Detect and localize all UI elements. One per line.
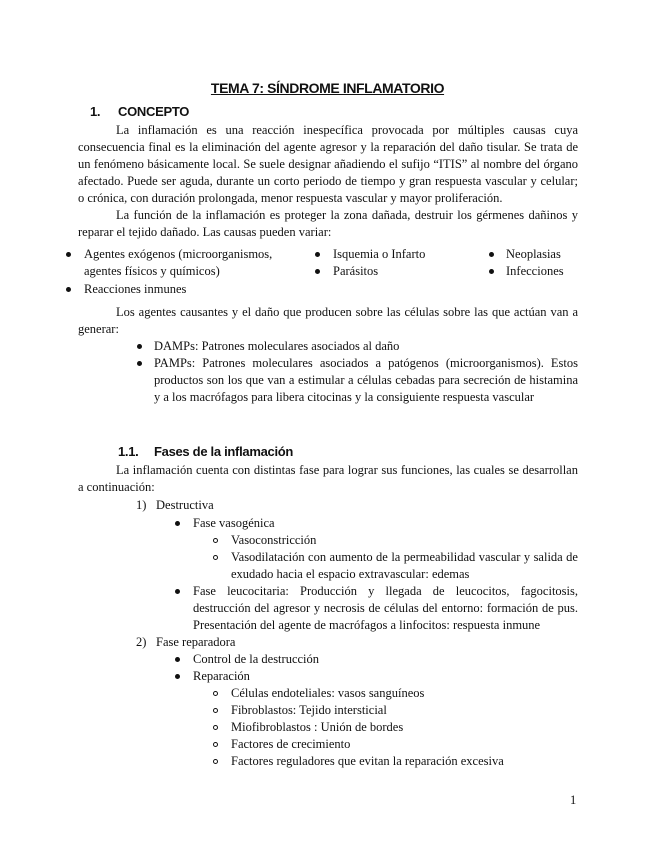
subsection-number: 1.1. [118,444,139,459]
circle-bullet-icon [213,555,218,560]
damps-item: DAMPs: Patrones moleculares asociados al daño [154,339,400,353]
circle-bullet-icon [213,538,218,543]
paragraph-function: La función de la inflamación es proteger la zona dañada, destruir los gérmenes dañinos y reparar el tejido dañado. Las causas pueden variar: [78,208,578,239]
paragraph-definition: La inflamación es una reacción inespecífica provocada por múltiples causas cuya consecuencia final es la eliminación del agente agresor y la reparación del daño tisular. Se trata de un fenómeno básicamente local. Se suele designar añadiendo el sufijo “ITIS” al nombre del órgano afectado. Puede ser aguda, durante un corto periodo de tiempo y gran respuesta vascular y celular; o crónica, con duración prolongada, menor respuesta vascular y mayor proliferación. [78,123,578,205]
page-title: TEMA 7: SÍNDROME INFLAMATORIO [210,80,445,96]
bullet-icon [175,521,180,526]
phase2-name: Fase reparadora [156,635,236,649]
bullet-icon [175,657,180,662]
bullet-icon [137,361,142,366]
cause-ischemia: Isquemia o Infarto [333,247,426,261]
cause-exogenous-line1: Agentes exógenos (microorganismos, [84,247,273,261]
cause-parasites: Parásitos [333,264,379,278]
bullet-icon [315,252,320,257]
cause-neoplasms: Neoplasias [506,247,561,261]
bullet-icon [315,269,320,274]
cause-exogenous-line2: agentes físicos y químicos) [84,264,220,278]
circle-bullet-icon [213,759,218,764]
bullet-icon [489,252,494,257]
repair: Reparación [193,669,250,683]
subsection-title: Fases de la inflamación [154,444,294,459]
repair-item: Factores de crecimiento [231,737,351,751]
bullet-icon [137,344,142,349]
phase2-number: 2) [136,635,147,649]
vasodilation: Vasodilatación con aumento de la permeabilidad vascular y salida de exudado hacia el espacio extravascular: edemas [231,550,578,581]
leukocyte-phase: Fase leucocitaria: Producción y llegada de leucocitos, fagocitosis, destrucción del agresor y necrosis de células del entorno: formación de pus. Presentación del agente de macrófagos a linfocitos: respuesta inmune [193,584,578,632]
cause-immune: Reacciones inmunes [84,282,187,296]
cause-infections: Infecciones [506,264,564,278]
paragraph-phases-intro: La inflamación cuenta con distintas fase para lograr sus funciones, las cuales se desarrollan a continuación: [78,463,578,494]
circle-bullet-icon [213,691,218,696]
subsection-heading-fases [118,444,293,459]
circle-bullet-icon [213,742,218,747]
bullet-icon [175,589,180,594]
bullet-icon [66,287,71,292]
repair-item: Factores reguladores que evitan la reparación excesiva [231,754,504,768]
phase1-number: 1) [136,498,147,512]
circle-bullet-icon [213,725,218,730]
paragraph-agents: Los agentes causantes y el daño que producen sobre las células sobre las que actúan van a generar: [78,305,578,336]
phase1-name: Destructiva [156,498,214,512]
repair-item: Células endoteliales: vasos sanguíneos [231,686,425,700]
bullet-icon [175,674,180,679]
section-title: CONCEPTO [118,104,190,119]
vasoconstriction: Vasoconstricción [231,533,317,547]
page-number: 1 [570,793,577,807]
bullet-icon [489,269,494,274]
repair-item: Miofibroblastos : Unión de bordes [231,720,404,734]
section-heading-concepto [90,104,189,119]
circle-bullet-icon [213,708,218,713]
bullet-icon [66,252,71,257]
pamps-item: PAMPs: Patrones moleculares asociados a patógenos (microorganismos). Estos productos son los que van a estimular a células cebadas para secreción de histamina y a los macrófagos para libera citocinas y la consiguiente respuesta vascular [154,356,578,404]
vasogenic-phase: Fase vasogénica [193,516,275,530]
destruction-control: Control de la destrucción [193,652,320,666]
repair-item: Fibroblastos: Tejido intersticial [231,703,387,717]
section-number: 1. [90,104,101,119]
